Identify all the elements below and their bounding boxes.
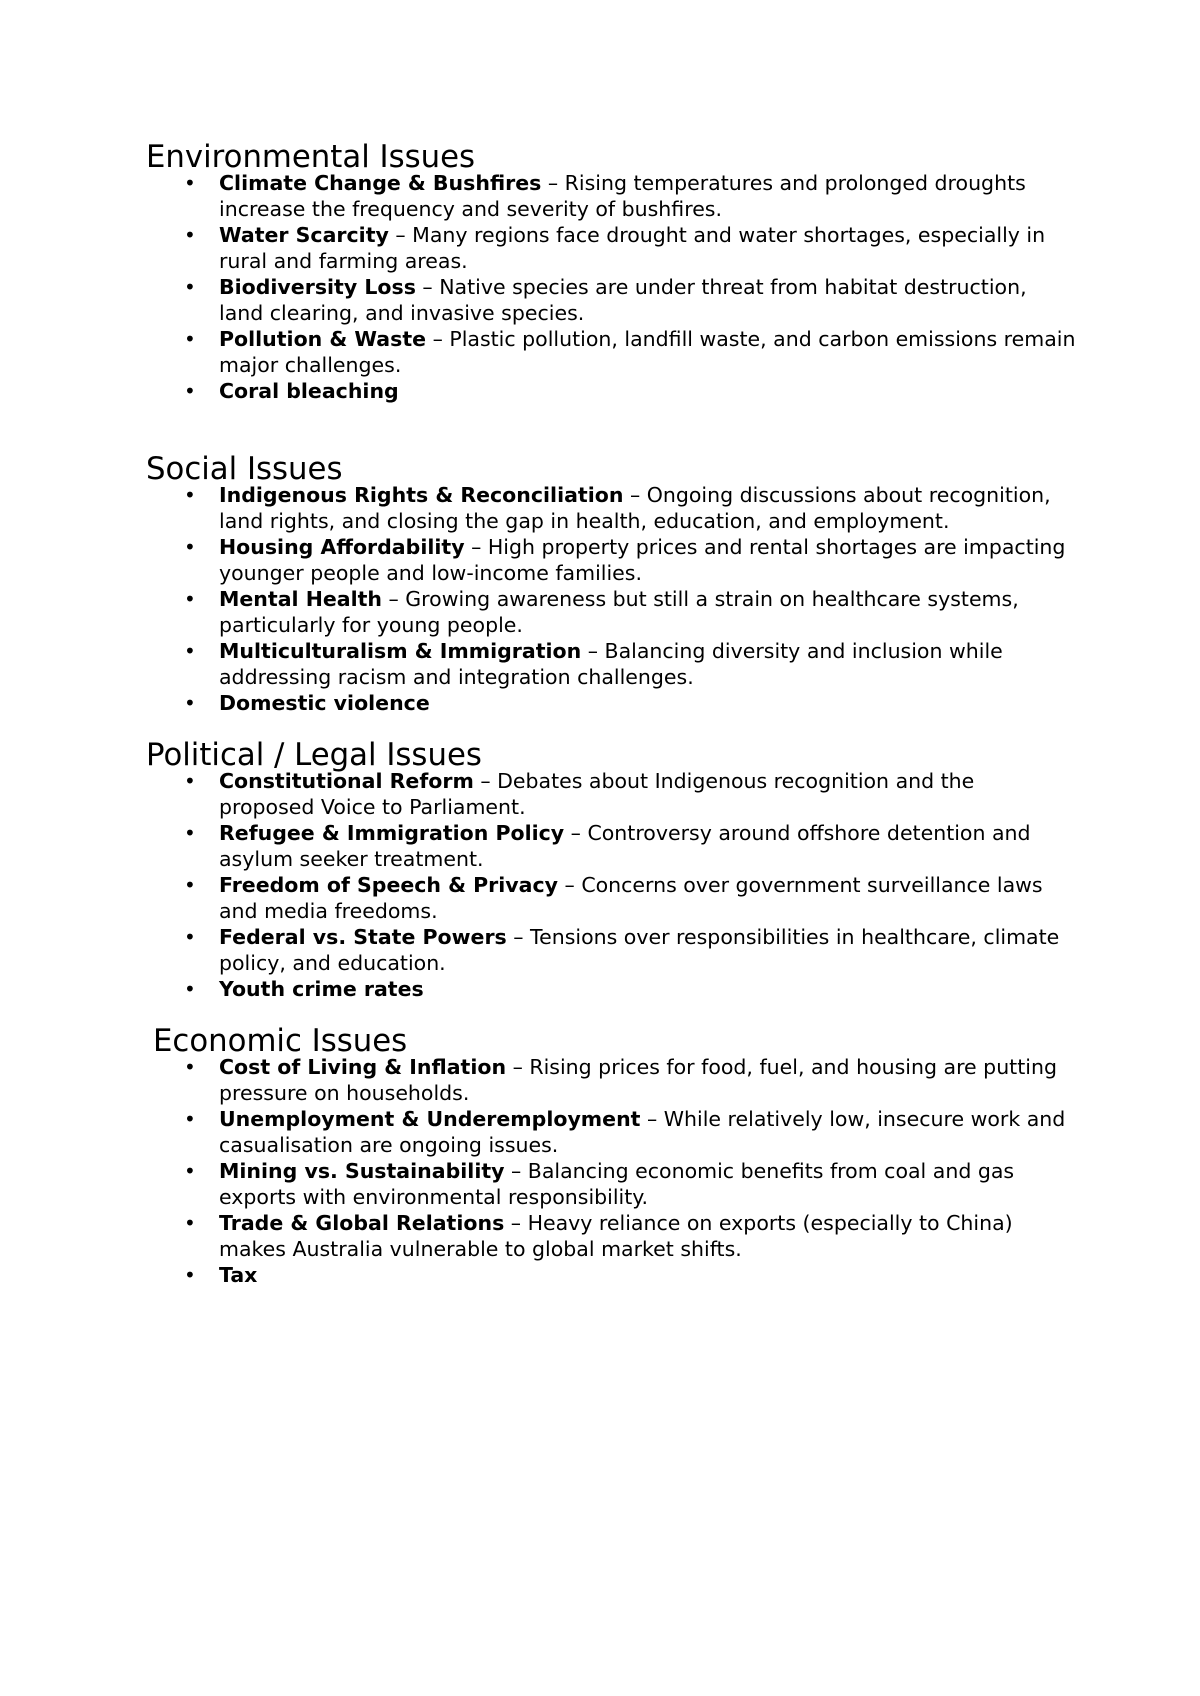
bullet-list	[146, 170, 1076, 404]
bullet-icon: •	[184, 639, 196, 663]
item-description: – Growing awareness but still a strain on healthcare systems, particularly for young people.	[219, 587, 1019, 637]
item-description: – Rising prices for food, fuel, and housing are putting pressure on households.	[219, 1055, 1057, 1105]
bullet-icon: •	[184, 977, 196, 1001]
bullet-icon: •	[184, 1263, 196, 1287]
bullet-icon: •	[184, 691, 196, 715]
bullet-icon: •	[184, 1159, 196, 1183]
list-item	[146, 534, 1076, 586]
item-term: Freedom of Speech & Privacy	[219, 873, 559, 897]
bullet-icon: •	[184, 587, 196, 611]
bullet-icon: •	[184, 1055, 196, 1079]
list-item	[146, 690, 1076, 716]
item-term: Water Scarcity	[219, 223, 389, 247]
list-item	[146, 378, 1076, 404]
item-description: – Balancing diversity and inclusion while addressing racism and integration challenges.	[219, 639, 1003, 689]
item-description: – Native species are under threat from habitat destruction, land clearing, and invasive species.	[219, 275, 1027, 325]
list-item	[146, 170, 1076, 222]
list-item	[146, 638, 1076, 690]
bullet-list	[146, 482, 1076, 716]
list-item	[146, 872, 1076, 924]
bullet-icon: •	[184, 275, 196, 299]
section-political-legal-issues	[146, 737, 1076, 1002]
bullet-icon: •	[184, 483, 196, 507]
section-heading: Environmental Issues	[146, 139, 476, 175]
list-item	[146, 326, 1076, 378]
list-item	[146, 924, 1076, 976]
bullet-icon: •	[184, 223, 196, 247]
item-term: Trade & Global Relations	[219, 1211, 505, 1235]
item-description: – Rising temperatures and prolonged droughts increase the frequency and severity of bushfires.	[219, 171, 1026, 221]
section-environmental-issues	[146, 139, 1076, 404]
section-heading: Political / Legal Issues	[146, 737, 482, 773]
item-description: – Ongoing discussions about recognition, land rights, and closing the gap in health, education, and employment.	[219, 483, 1051, 533]
list-item	[146, 482, 1076, 534]
list-item	[146, 1158, 1076, 1210]
item-term: Domestic violence	[219, 691, 430, 715]
bullet-icon: •	[184, 327, 196, 351]
section-heading: Economic Issues	[153, 1023, 408, 1059]
list-item	[146, 976, 1076, 1002]
bullet-list	[146, 768, 1076, 1002]
bullet-icon: •	[184, 171, 196, 195]
item-description: – Debates about Indigenous recognition and the proposed Voice to Parliament.	[219, 769, 975, 819]
section-spacer	[146, 404, 1076, 456]
section-heading: Social Issues	[146, 451, 343, 487]
list-item	[146, 1106, 1076, 1158]
item-description: – Many regions face drought and water shortages, especially in rural and farming areas.	[219, 223, 1046, 273]
list-item	[146, 1054, 1076, 1106]
bullet-icon: •	[184, 1107, 196, 1131]
list-item	[146, 768, 1076, 820]
bullet-icon: •	[184, 535, 196, 559]
item-term: Cost of Living & Inflation	[219, 1055, 507, 1079]
bullet-icon: •	[184, 1211, 196, 1235]
item-term: Mental Health	[219, 587, 383, 611]
bullet-icon: •	[184, 821, 196, 845]
bullet-icon: •	[184, 379, 196, 403]
item-description: – Plastic pollution, landfill waste, and carbon emissions remain major challenges.	[219, 327, 1076, 377]
item-term: Unemployment & Underemployment	[219, 1107, 641, 1131]
list-item	[146, 586, 1076, 638]
item-term: Indigenous Rights & Reconciliation	[219, 483, 624, 507]
item-term: Pollution & Waste	[219, 327, 427, 351]
list-item	[146, 1210, 1076, 1262]
item-term: Tax	[219, 1263, 258, 1287]
item-description: – Balancing economic benefits from coal and gas exports with environmental responsibility.	[219, 1159, 1015, 1209]
item-term: Youth crime rates	[219, 977, 424, 1001]
list-item	[146, 222, 1076, 274]
item-term: Housing Affordability	[219, 535, 465, 559]
item-description: – While relatively low, insecure work and casualisation are ongoing issues.	[219, 1107, 1066, 1157]
item-term: Mining vs. Sustainability	[219, 1159, 505, 1183]
list-item	[146, 274, 1076, 326]
bullet-icon: •	[184, 769, 196, 793]
item-term: Refugee & Immigration Policy	[219, 821, 565, 845]
bullet-icon: •	[184, 925, 196, 949]
list-item	[146, 1262, 1076, 1288]
item-description: – Heavy reliance on exports (especially to China) makes Australia vulnerable to global market shifts.	[219, 1211, 1013, 1261]
item-description: – Tensions over responsibilities in healthcare, climate policy, and education.	[219, 925, 1060, 975]
item-description: – Concerns over government surveillance laws and media freedoms.	[219, 873, 1043, 923]
item-term: Biodiversity Loss	[219, 275, 416, 299]
item-description: – High property prices and rental shortages are impacting younger people and low-income families.	[219, 535, 1066, 585]
item-term: Constitutional Reform	[219, 769, 474, 793]
item-term: Climate Change & Bushfires	[219, 171, 542, 195]
list-item	[146, 820, 1076, 872]
bullet-icon: •	[184, 873, 196, 897]
item-term: Multiculturalism & Immigration	[219, 639, 582, 663]
item-description: – Controversy around offshore detention and asylum seeker treatment.	[219, 821, 1031, 871]
bullet-list	[146, 1054, 1076, 1288]
item-term: Federal vs. State Powers	[219, 925, 507, 949]
document-body	[146, 139, 1076, 1288]
section-economic-issues	[146, 1023, 1076, 1288]
section-social-issues	[146, 451, 1076, 716]
item-term: Coral bleaching	[219, 379, 399, 403]
